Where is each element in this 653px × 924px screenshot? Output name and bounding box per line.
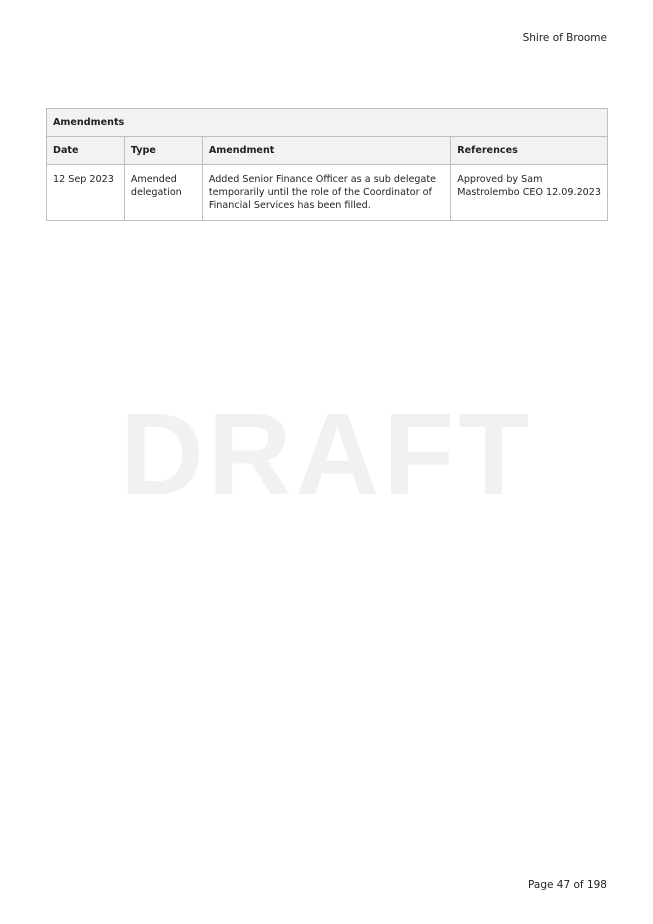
- header-organisation: Shire of Broome: [522, 32, 607, 44]
- table-title-row: [47, 109, 608, 137]
- column-header-date: Date: [47, 137, 125, 165]
- cell-amendment: Added Senior Finance Officer as a sub delegate temporarily until the role of the Coordinator of Financial Services has been filled.: [202, 165, 450, 221]
- column-header-references: References: [451, 137, 608, 165]
- column-header-type: Type: [124, 137, 202, 165]
- cell-date: 12 Sep 2023: [47, 165, 125, 221]
- column-header-amendment: Amendment: [202, 137, 450, 165]
- cell-references: Approved by Sam Mastrolembo CEO 12.09.2023: [451, 165, 608, 221]
- table-header-row: [47, 137, 608, 165]
- cell-type: Amended delegation: [124, 165, 202, 221]
- page-number: Page 47 of 198: [528, 879, 607, 891]
- table-row: [47, 165, 608, 221]
- amendments-table: [46, 108, 608, 221]
- table-title: Amendments: [47, 109, 608, 137]
- draft-watermark: DRAFT: [119, 389, 534, 519]
